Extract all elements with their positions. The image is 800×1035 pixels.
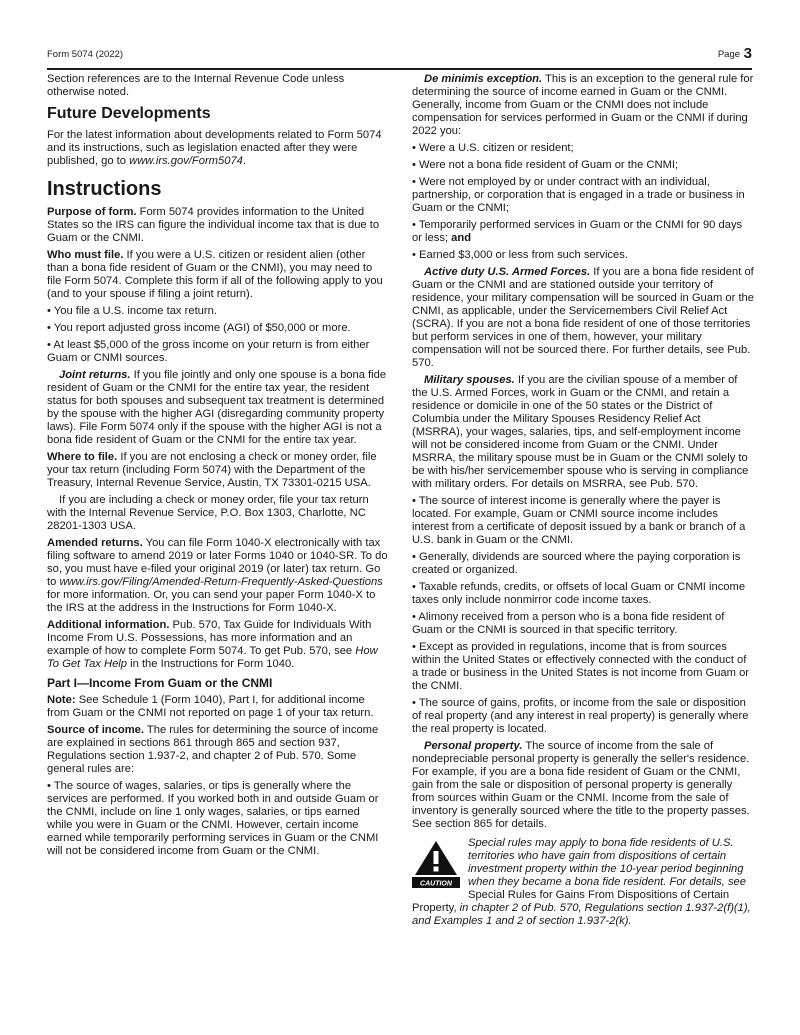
personal-property-text: The source of income from the sale of nondepreciable personal property is generally the seller's residence. For example, if you are a bona fide resident of Guam or the CNMI, gain from the sale or disposition of personal property is generally from sources within Guam or the CNMI. Income from the sale of inventory is generally sourced where the title to the property passes. See section 865 for details.: [412, 740, 750, 830]
list-item: • You file a U.S. income tax return.: [47, 305, 217, 317]
joint-label: Joint returns.: [59, 369, 131, 381]
military-spouses-label: Military spouses.: [424, 374, 515, 386]
active-duty-label: Active duty U.S. Armed Forces.: [424, 266, 591, 278]
joint-returns-paragraph: [47, 369, 388, 447]
list-item: • Were a U.S. citizen or resident;: [412, 142, 574, 154]
where-to-file-paragraph: [47, 451, 388, 490]
where-text: If you are not enclosing a check or money order, file your tax return (including Form 5074) with the Department of the Treasury, Internal Revenue Service, Austin, TX 73301-0215 USA.: [47, 451, 377, 489]
list-item: • The source of gains, profits, or income from the sale or disposition of real property (and any interest in real property) is generally where the real property is located.: [412, 697, 749, 735]
military-spouses-text: If you are the civilian spouse of a member of the U.S. Armed Forces, work in Guam or the CNMI, and retain a residence or domicile in one of the 50 states or the District of Columbia under the Military Spouses Residency Relief Act (MSRRA), your wages, salaries, tips, and self-employment income will not be considered income from Guam or the CNMI. Under MSRRA, the military spouse must be in Guam or the CNMI solely to be with his/her servicemember spouse who is serving in compliance with military orders. For details on MSRRA, see Pub. 570.: [412, 374, 749, 490]
caution-text: Special rules may apply to bona fide residents of U.S. territories who have gain from dispositions of certain investment property within the 10-year period beginning when they became a bona fide resident. For details, see: [468, 837, 746, 888]
right-column: [412, 73, 754, 928]
caution-roman-text: Special Rules for Gains From Dispositions of Certain Property,: [412, 889, 730, 914]
additional-label: Additional information.: [47, 619, 170, 631]
list-item: • The source of wages, salaries, or tips is generally where the services are performed. If you worked both in and outside Guam or the CNMI, include on line 1 only wages, salaries, or tips earned while you were in Guam or the CNMI. However, certain income earned while temporarily performing services in Guam or the CNMI will not be considered income from Guam or the CNMI.: [47, 780, 379, 857]
page-number-label: [718, 45, 752, 62]
amended-label: Amended returns.: [47, 537, 143, 549]
who-label: Who must file.: [47, 249, 124, 261]
de-minimis-label: De minimis exception.: [424, 73, 543, 85]
dm-b4-and: and: [451, 232, 472, 244]
irs-form5074-link[interactable]: www.irs.gov/Form5074: [129, 155, 243, 167]
where-to-file-paragraph-2: If you are including a check or money order, file your tax return with the Internal Revenue Service, P.O. Box 1303, Charlotte, NC 28201-1303 USA.: [47, 494, 369, 532]
future-developments-paragraph: [47, 129, 388, 168]
list-item: • Earned $3,000 or less from such services.: [412, 249, 628, 261]
page-label: Page: [717, 49, 741, 60]
personal-property-label: Personal property.: [424, 740, 523, 752]
additional-information-paragraph: [47, 619, 388, 671]
amended-text-2: for more information. Or, you can send your paper Form 1040-X to the IRS at the address in the Instructions for Form 1040-X.: [47, 589, 376, 614]
de-minimis-text: This is an exception to the general rule for determining the source of income earned in Guam or the CNMI. Generally, income from Guam or the CNMI does not include compensation for services performed in Guam or the CNMI if during 2022 you:: [412, 73, 754, 137]
instructions-heading: Instructions: [47, 178, 162, 200]
purpose-label: Purpose of form.: [47, 206, 137, 218]
left-column: [47, 73, 388, 862]
source-of-income-paragraph: [47, 724, 388, 776]
joint-text: If you file jointly and only one spouse is a bona fide resident of Guam or the CNMI for the entire tax year, the resident status for both spouses and subsequent tax treatment is determined by the spouse with the higher AGI (disregarding community property laws). File Form 5074 only if the spouse with the higher AGI is not a bona fide resident of Guam or the CNMI for the entire tax year.: [47, 369, 387, 446]
list-item: • At least $5,000 of the gross income on your return is from either Guam or CNMI sources.: [47, 339, 370, 364]
intro-paragraph: Section references are to the Internal Revenue Code unless otherwise noted.: [47, 73, 345, 98]
part-1-heading: Part I—Income From Guam or the CNMI: [47, 676, 273, 690]
active-duty-text: If you are a bona fide resident of Guam or the CNMI and are stationed outside your territory of residence, your military compensation will be sourced in Guam or the CNMI, as applicable, under the Servicemembers Civil Relief Act (SCRA). If you are not a bona fide resident of one of those territories but perform services in one of them, however, your military compensation will not be sourced there. For further details, see Pub. 570.: [412, 266, 754, 369]
list-item: [412, 219, 754, 245]
additional-text: Pub. 570, Tax Guide for Individuals With Income From U.S. Possessions, has more information and an example of how to complete Form 5074. To get Pub. 570, see: [47, 619, 372, 657]
where-label: Where to file.: [47, 451, 118, 463]
dm-b4-text: • Temporarily performed services in Guam or the CNMI for 90 days or less;: [412, 219, 743, 244]
active-duty-paragraph: [412, 266, 754, 370]
header-rule: [47, 68, 752, 70]
list-item: • Were not employed by or under contract with an individual, partnership, or corporation that is engaged in a trade or business in Guam or the CNMI;: [412, 176, 745, 214]
caution-text-2: in chapter 2 of Pub. 570, Regulations section 1.937-2(f)(1), and Examples 1 and 2 of section 1.937-2(k).: [412, 902, 751, 927]
personal-property-paragraph: [412, 740, 754, 831]
caution-note: [412, 837, 754, 928]
additional-italic: How To Get Tax Help: [47, 645, 378, 670]
who-text: If you were a U.S. citizen or resident alien (other than a bona fide resident of Guam or the CNMI), you may need to file Form 5074. Complete this form if all of the following apply to you (and to your spouse if filing a joint return).: [47, 249, 383, 300]
list-item: • Generally, dividends are sourced where the paying corporation is created or organized.: [412, 551, 741, 576]
list-item: • Alimony received from a person who is a bona fide resident of Guam or the CNMI is sourced in that specific territory.: [412, 611, 725, 636]
amended-returns-paragraph: [47, 537, 388, 615]
note-paragraph: [47, 694, 388, 720]
who-must-file-paragraph: [47, 249, 388, 301]
note-text: See Schedule 1 (Form 1040), Part I, for additional income from Guam or the CNMI not reported on page 1 of your tax return.: [47, 694, 374, 719]
de-minimis-paragraph: [412, 73, 754, 138]
list-item: • Were not a bona fide resident of Guam or the CNMI;: [412, 159, 679, 171]
page-header: [47, 45, 752, 65]
caution-icon-label: CAUTION: [420, 880, 452, 888]
additional-text-2: in the Instructions for Form 1040.: [127, 658, 295, 670]
purpose-text: Form 5074 provides information to the United States so the IRS can figure the individual income tax that is due to Guam or the CNMI.: [47, 206, 380, 244]
list-item: • Taxable refunds, credits, or offsets of local Guam or CNMI income taxes only include nonmirror code income taxes.: [412, 581, 746, 606]
list-item: • You report adjusted gross income (AGI) of $50,000 or more.: [47, 322, 351, 334]
source-text: The rules for determining the source of income are explained in sections 861 through 865 and section 937, Regulations section 1.937-2, and chapter 2 of Pub. 570. Some general rules are:: [47, 724, 379, 775]
future-text: For the latest information about developments related to Form 5074 and its instructions, such as legislation enacted after they were published, go to: [47, 129, 382, 167]
list-item: • Except as provided in regulations, income that is from sources within the United States or effectively connected with the conduct of a trade or business in the United States is not income from Guam or the CNMI.: [412, 641, 750, 692]
form-identifier: Form 5074 (2022): [47, 49, 124, 60]
amended-text: You can file Form 1040-X electronically with tax filing software to amend 2019 or later Forms 1040 or 1040-SR. To do so, you must have e-filed your original 2019 (or later) tax return. Go to: [47, 537, 388, 588]
purpose-paragraph: [47, 206, 388, 245]
future-developments-heading: Future Developments: [47, 105, 211, 122]
source-label: Source of income.: [47, 724, 144, 736]
future-end: .: [242, 155, 246, 167]
list-item: • The source of interest income is generally where the payer is located. For example, Guam or CNMI source income includes interest from a certificate of deposit issued by a bank or branch of a U.S. bank in Guam or the CNMI.: [412, 495, 746, 546]
page-number: 3: [743, 45, 752, 62]
caution-icon: [412, 839, 460, 889]
amended-return-faq-link[interactable]: www.irs.gov/Filing/Amended-Return-Frequently-Asked-Questions: [59, 576, 383, 588]
note-label: Note:: [47, 694, 76, 706]
military-spouses-paragraph: [412, 374, 754, 491]
